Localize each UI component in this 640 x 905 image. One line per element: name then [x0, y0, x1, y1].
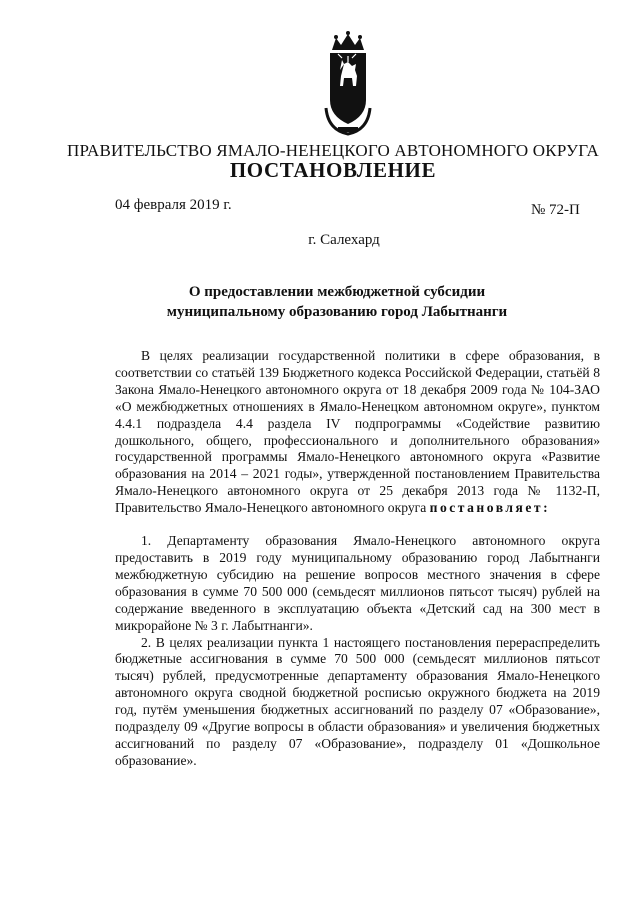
document-title: [0, 282, 640, 322]
government-name: ПРАВИТЕЛЬСТВО ЯМАЛО-НЕНЕЦКОГО АВТОНОМНОГО ОКРУГА: [67, 141, 599, 160]
title-line-1: О предоставлении межбюджетной субсидии: [188, 284, 486, 300]
clause-1: 1. Департаменту образования Ямало-Ненецкого автономного округа предоставить в 2019 году муниципальному образованию город Лабытнанги межбюджетную субсидию на решение вопросов местного значения в сфере образования в сумме 70 500 000 (семьдесят миллионов пятьсот тысяч) рублей на содержание введенного в эксплуатацию объекта «Детский сад на 300 мест в микрорайоне № 3 г. Лабытнанги».: [115, 533, 600, 633]
preamble-text: В целях реализации государственной политики в сфере образования, в соответствии со статьёй 139 Бюджетного кодекса Российской Федерации, статьёй 8 Закона Ямало-Ненецкого автономного округа от 18 декабря 2009 года № 104-ЗАО «О межбюджетных отношениях в Ямало-Ненецком автономном округе», пунктом 4.4.1 подраздела 4.4 раздела IV подпрограммы «Содействие развитию дошкольного, общего, профессионального и дополнительного образования» государственной программы Ямало-Ненецкого автономного округа «Развитие образования на 2014 – 2021 годы», утвержденной постановлением Правительства Ямало-Ненецкого автономного округа от 25 декабря 2013 года № 1132-П, Правительство Ямало-Ненецкого автономного округа: [115, 348, 600, 516]
document-type: ПОСТАНОВЛЕНИЕ: [229, 158, 437, 182]
clause-2: 2. В целях реализации пункта 1 настоящего постановления перераспределить бюджетные ассигнования в сумме 70 500 000 (семьдесят миллионов пятьсот тысяч) рублей, предусмотренные департаменту образования Ямало-Ненецкого автономного округа сводной бюджетной росписью окружного бюджета на 2019 год, путём уменьшения бюджетных ассигнований по разделу 07 «Образование», подразделу 09 «Другие вопросы в области образования» и увеличения бюджетных ассигнований по разделу 07 «Образование», подразделу 01 «Дошкольное образование».: [115, 634, 600, 768]
title-line-2: муниципальному образованию город Лабытнанги: [166, 304, 508, 320]
preamble-paragraph: [115, 348, 600, 517]
coat-of-arms-emblem: [322, 8, 374, 138]
resolves-word: постановляет:: [429, 500, 551, 516]
document-date: 04 февраля 2019 г.: [115, 197, 232, 213]
document-number: № 72-П: [531, 202, 580, 218]
document-body: [115, 348, 600, 770]
document-city: г. Салехард: [308, 232, 380, 248]
